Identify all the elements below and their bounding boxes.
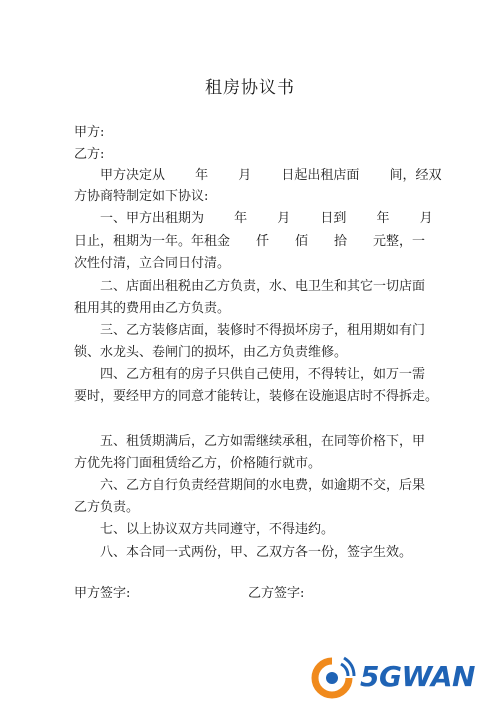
clause-intro-line-2: 方协商特制定如下协议: (74, 189, 209, 204)
clause-1-line-1: 一、甲方出租期为 年 月 日到 年 月 (74, 211, 433, 226)
signal-swirl-icon (310, 652, 360, 700)
clause-2-line-2: 租用其的费用由乙方负责。 (74, 301, 231, 316)
watermark-logo (310, 652, 490, 700)
clause-1-line-2: 日止，租期为一年。年租金 仟 佰 拾 元整，一 (74, 234, 426, 249)
party-a-label: 甲方: (74, 125, 105, 140)
clause-3-line-1: 三、乙方装修店面，装修时不得损坏房子，租用期如有门 (74, 323, 426, 338)
clause-intro-line-1: 甲方决定从 年 月 日起出租店面 间，经双 (74, 168, 442, 183)
clause-6-line-2: 乙方负责。 (74, 500, 140, 515)
party-a-signature-label: 甲方签字: (74, 586, 131, 601)
clause-4-line-2: 要时，要经甲方的同意才能转让，装修在设施退店时不得拆走。 (74, 389, 439, 404)
clause-6-line-1: 六、乙方自行负责经营期间的水电费，如逾期不交，后果 (74, 478, 426, 493)
clause-4-line-1: 四、乙方租有的房子只供自己使用，不得转让，如万一需 (74, 367, 426, 382)
clause-1-line-3: 次性付清，立合同日付清。 (74, 256, 231, 271)
clause-2-line-1: 二、店面出租税由乙方负责，水、电卫生和其它一切店面 (74, 279, 426, 294)
watermark-text: 5GWAN (360, 660, 475, 693)
clause-5-line-2: 方优先将门面租赁给乙方，价格随行就市。 (74, 456, 322, 471)
clause-3-line-2: 锁、水龙头、卷闸门的损坏，由乙方负责维修。 (74, 345, 348, 360)
party-b-signature-label: 乙方签字: (248, 586, 305, 601)
clause-7-line: 七、以上协议双方共同遵守，不得违约。 (74, 522, 335, 537)
clause-5-line-1: 五、租赁期满后，乙方如需继续承租，在同等价格下，甲 (74, 434, 426, 449)
document-title: 租房协议书 (205, 78, 295, 98)
clause-8-line: 八、本合同一式两份，甲、乙双方各一份，签字生效。 (74, 545, 413, 560)
party-b-label: 乙方: (74, 147, 105, 162)
